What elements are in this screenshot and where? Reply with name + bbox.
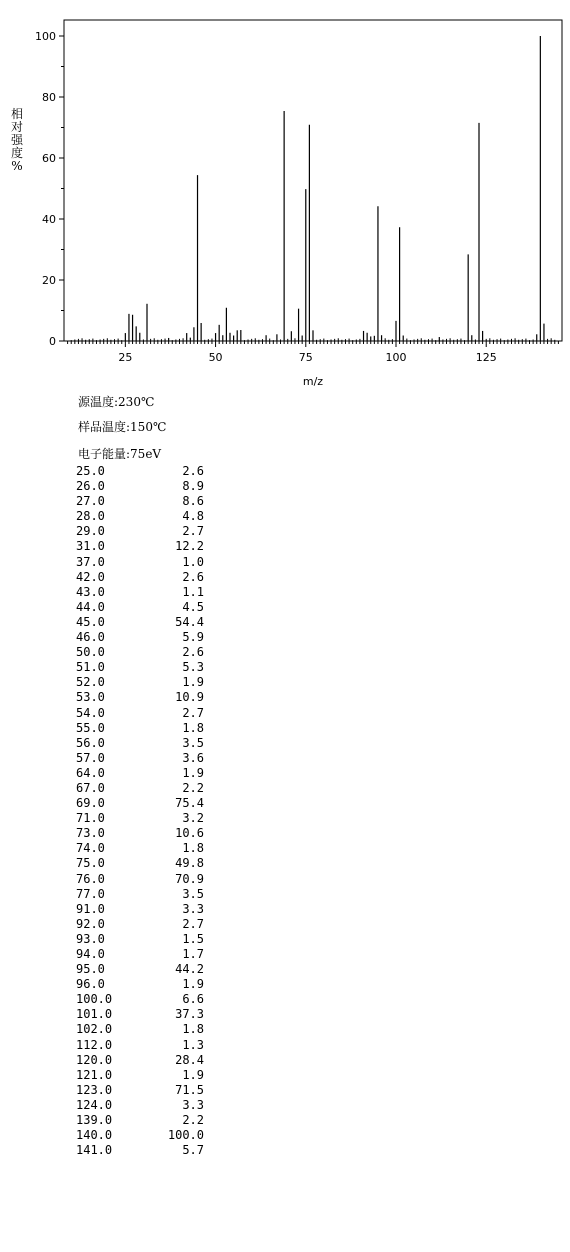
peak-intensity: 1.1: [182, 584, 204, 599]
peak-row: [76, 660, 204, 675]
peak-row: [76, 841, 204, 856]
peak-intensity: 2.7: [182, 916, 204, 931]
peak-intensity: 1.0: [182, 554, 204, 569]
y-axis-label-char: %: [11, 159, 23, 173]
peak-mz: 96.0: [76, 977, 105, 992]
y-tick-label: 0: [49, 335, 56, 348]
peak-mz: 71.0: [76, 811, 105, 826]
peak-intensity: 54.4: [175, 614, 204, 629]
peak-intensity: 1.8: [182, 841, 204, 856]
peak-mz: 67.0: [76, 780, 105, 795]
x-tick-label: 50: [208, 351, 223, 364]
peak-mz: 120.0: [76, 1052, 113, 1067]
peak-intensity: 75.4: [175, 796, 204, 811]
peak-intensity: 12.2: [175, 539, 204, 554]
peak-intensity: 1.8: [182, 720, 204, 735]
peak-mz: 29.0: [76, 524, 105, 539]
y-tick-label: 20: [42, 274, 56, 287]
peak-row: [76, 721, 204, 736]
plot-frame: [64, 20, 562, 341]
peak-intensity: 5.3: [182, 660, 204, 675]
peak-mz: 28.0: [76, 509, 105, 524]
y-tick-label: 100: [35, 30, 56, 43]
peak-intensity: 3.5: [182, 735, 204, 750]
peak-row: [76, 947, 204, 962]
peak-row: [76, 690, 204, 705]
peak-intensity: 49.8: [175, 856, 204, 871]
peak-mz: 121.0: [76, 1067, 113, 1082]
peak-intensity: 2.6: [182, 645, 204, 660]
peak-row: [76, 600, 204, 615]
peak-table: [76, 464, 204, 1158]
peak-mz: 100.0: [76, 992, 113, 1007]
peak-mz: 37.0: [76, 554, 105, 569]
peak-mz: 55.0: [76, 720, 105, 735]
peak-mz: 45.0: [76, 614, 105, 629]
peak-row: [76, 856, 204, 871]
peak-mz: 69.0: [76, 796, 105, 811]
peak-row: [76, 645, 204, 660]
peak-row: [76, 736, 204, 751]
peak-intensity: 2.7: [182, 524, 204, 539]
peak-mz: 44.0: [76, 599, 105, 614]
peak-row: [76, 1128, 204, 1143]
peak-mz: 57.0: [76, 750, 105, 765]
peak-intensity: 4.8: [182, 509, 204, 524]
peak-mz: 46.0: [76, 630, 105, 645]
peak-mz: 101.0: [76, 1007, 113, 1022]
peak-intensity: 37.3: [175, 1007, 204, 1022]
peak-row: [76, 826, 204, 841]
peak-row: [76, 585, 204, 600]
peak-mz: 50.0: [76, 645, 105, 660]
source-temperature: 源温度:230℃: [78, 395, 155, 409]
y-tick-label: 80: [42, 91, 56, 104]
peak-mz: 92.0: [76, 916, 105, 931]
peak-row: [76, 1038, 204, 1053]
electron-energy: 电子能量:75eV: [78, 447, 162, 461]
peak-mz: 93.0: [76, 931, 105, 946]
peak-mz: 140.0: [76, 1128, 113, 1143]
peak-row: [76, 509, 204, 524]
peak-intensity: 1.9: [182, 765, 204, 780]
peak-mz: 42.0: [76, 569, 105, 584]
peak-row: [76, 917, 204, 932]
peak-row: [76, 1098, 204, 1113]
peak-intensity: 3.6: [182, 750, 204, 765]
peak-mz: 112.0: [76, 1037, 113, 1052]
peak-row: [76, 1053, 204, 1068]
x-tick-label: 100: [385, 351, 407, 364]
y-axis-label-char: 度: [10, 146, 23, 160]
peak-row: [76, 524, 204, 539]
peak-row: [76, 464, 204, 479]
peak-row: [76, 781, 204, 796]
peak-row: [76, 887, 204, 902]
peak-intensity: 5.7: [182, 1143, 204, 1158]
y-axis-label-char: 强: [10, 133, 23, 147]
sample-temperature: 样品温度:150℃: [78, 420, 167, 434]
peak-mz: 54.0: [76, 705, 105, 720]
peak-intensity: 10.9: [175, 690, 204, 705]
y-axis-label-char: 相: [10, 107, 23, 121]
y-axis-label: [10, 108, 24, 173]
peak-mz: 94.0: [76, 947, 105, 961]
peak-intensity: 4.5: [182, 599, 204, 614]
peak-row: [76, 539, 204, 554]
peak-mz: 123.0: [76, 1082, 113, 1097]
peak-row: [76, 977, 204, 992]
peak-intensity: 1.7: [182, 947, 204, 961]
peak-intensity: 28.4: [175, 1052, 204, 1067]
peak-row: [76, 1143, 204, 1158]
peak-row: [76, 479, 204, 494]
peak-intensity: 2.6: [182, 464, 204, 478]
peak-mz: 31.0: [76, 539, 105, 554]
peak-intensity: 1.9: [182, 675, 204, 690]
peak-mz: 124.0: [76, 1097, 113, 1112]
peak-mz: 51.0: [76, 660, 105, 675]
peak-mz: 91.0: [76, 901, 105, 916]
peak-intensity: 100.0: [167, 1128, 204, 1143]
peak-mz: 102.0: [76, 1022, 113, 1037]
peak-mz: 95.0: [76, 962, 105, 977]
peak-row: [76, 962, 204, 977]
peak-mz: 43.0: [76, 584, 105, 599]
peak-mz: 52.0: [76, 675, 105, 690]
peak-row: [76, 1068, 204, 1083]
peak-intensity: 10.6: [175, 826, 204, 841]
peak-intensity: 2.2: [182, 780, 204, 795]
peak-mz: 139.0: [76, 1113, 113, 1128]
peak-row: [76, 615, 204, 630]
peak-intensity: 3.3: [182, 1097, 204, 1112]
peak-row: [76, 494, 204, 509]
peak-intensity: 44.2: [175, 962, 204, 977]
peak-mz: 56.0: [76, 735, 105, 750]
peak-row: [76, 992, 204, 1007]
peak-mz: 53.0: [76, 690, 105, 705]
peak-row: [76, 751, 204, 766]
x-tick-label: 125: [475, 351, 497, 364]
peak-intensity: 1.3: [182, 1037, 204, 1052]
peak-intensity: 2.6: [182, 569, 204, 584]
peak-row: [76, 1022, 204, 1037]
peak-row: [76, 570, 204, 585]
peak-intensity: 5.9: [182, 630, 204, 645]
peak-row: [76, 811, 204, 826]
peak-row: [76, 796, 204, 811]
peak-intensity: 8.6: [182, 494, 204, 509]
peak-intensity: 1.5: [182, 931, 204, 946]
peak-row: [76, 706, 204, 721]
peak-row: [76, 902, 204, 917]
peak-intensity: 71.5: [175, 1082, 204, 1097]
peak-row: [76, 1083, 204, 1098]
peak-row: [76, 675, 204, 690]
peak-mz: 76.0: [76, 871, 105, 886]
peak-intensity: 3.2: [182, 811, 204, 826]
peak-intensity: 3.5: [182, 886, 204, 901]
peak-mz: 25.0: [76, 464, 105, 478]
peak-mz: 74.0: [76, 841, 105, 856]
peak-intensity: 1.9: [182, 977, 204, 992]
peak-row: [76, 630, 204, 645]
peak-intensity: 1.9: [182, 1067, 204, 1082]
peak-row: [76, 1007, 204, 1022]
y-axis-label-char: 对: [10, 120, 23, 134]
peak-mz: 64.0: [76, 765, 105, 780]
peak-intensity: 6.6: [182, 992, 204, 1007]
peak-row: [76, 766, 204, 781]
peak-mz: 77.0: [76, 886, 105, 901]
peak-intensity: 70.9: [175, 871, 204, 886]
x-tick-label: 25: [118, 351, 133, 364]
y-tick-label: 60: [42, 152, 56, 165]
x-tick-label: 75: [298, 351, 313, 364]
peak-row: [76, 932, 204, 947]
peak-intensity: 1.8: [182, 1022, 204, 1037]
peak-intensity: 8.9: [182, 479, 204, 494]
peak-mz: 27.0: [76, 494, 105, 509]
peak-intensity: 2.2: [182, 1113, 204, 1128]
y-tick-label: 40: [42, 213, 56, 226]
peak-mz: 75.0: [76, 856, 105, 871]
peak-row: [76, 555, 204, 570]
peak-mz: 141.0: [76, 1143, 113, 1158]
x-axis-label: m/z: [302, 375, 324, 388]
mass-spectrum-chart: [0, 0, 570, 392]
peak-intensity: 3.3: [182, 901, 204, 916]
peak-row: [76, 1113, 204, 1128]
peak-intensity: 2.7: [182, 705, 204, 720]
peak-row: [76, 872, 204, 887]
peak-mz: 73.0: [76, 826, 105, 841]
peak-mz: 26.0: [76, 479, 105, 494]
